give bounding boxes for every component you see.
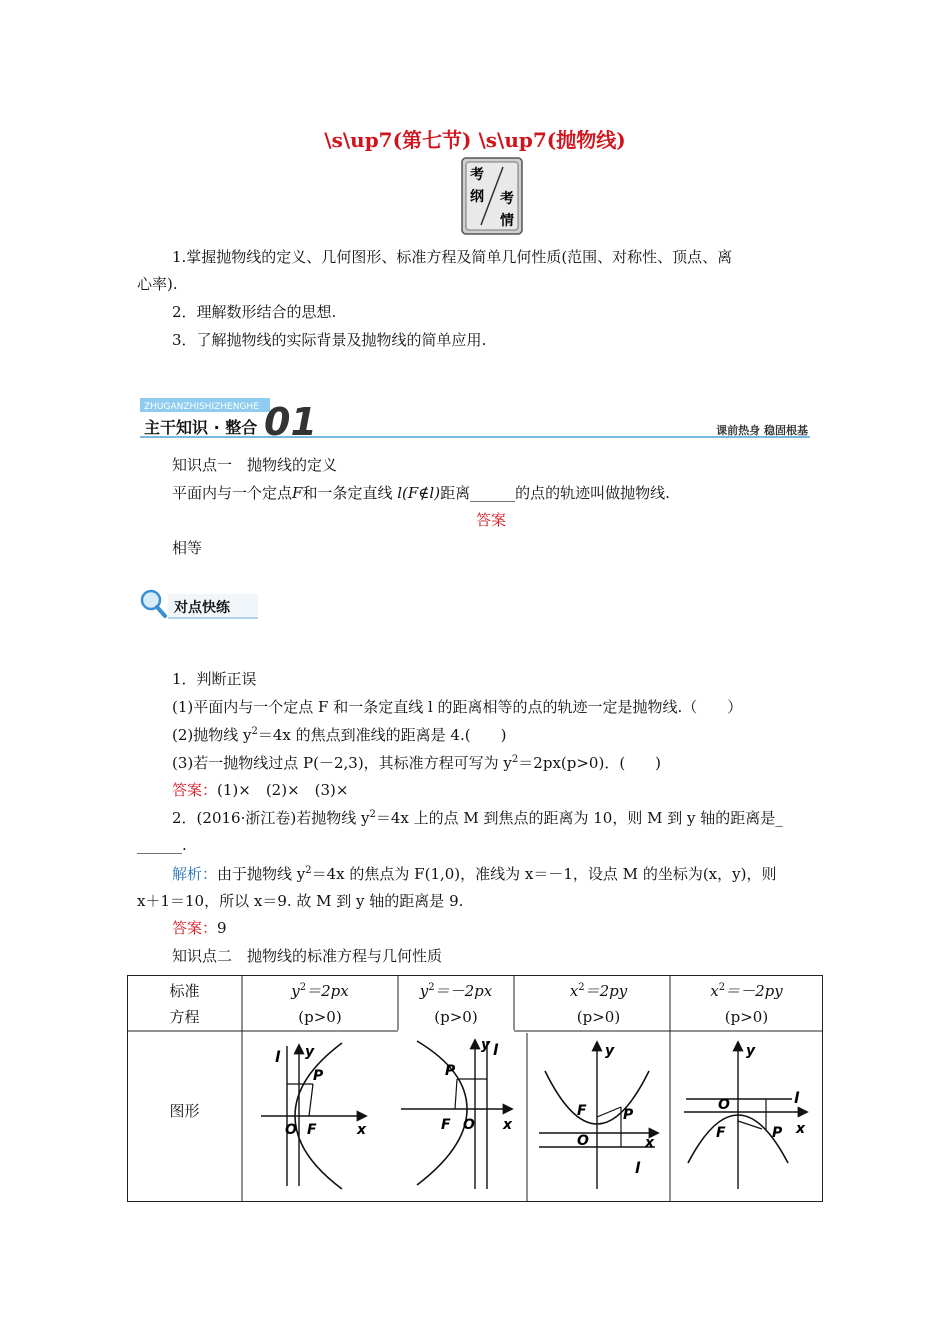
cond-col-1: (p>0) — [298, 1008, 342, 1026]
q1-answer-label: 答案： — [172, 781, 218, 799]
q2-statement — [172, 808, 783, 828]
kp1-text-a: 平面内与一个定点 — [172, 484, 293, 502]
q2-analysis — [172, 864, 776, 884]
q2-analysis-b: ＝4x 的焦点为 F(1,0)，准线为 x＝－1，设点 M 的坐标为(x，y)，则 — [311, 865, 777, 883]
q2-analysis-a: 由于抛物线 y — [217, 865, 306, 883]
fig4-label-f: F — [716, 1125, 726, 1141]
fig2-label-l: l — [493, 1041, 499, 1059]
badge-char-3: 考 — [500, 191, 514, 207]
kp1-text-b: 和一条定直线 — [302, 484, 393, 502]
figure-parabola-right — [257, 1038, 377, 1190]
eq-2-a: y — [419, 982, 429, 1000]
q1-s2-a: (2)抛物线 y — [172, 726, 252, 744]
sup-2: 2 — [305, 865, 312, 876]
cond-col-2: (p>0) — [434, 1008, 478, 1026]
eq-3-a: x — [569, 982, 579, 1000]
fig3-label-p: P — [623, 1107, 634, 1123]
fig3-label-l: l — [635, 1159, 641, 1177]
q2-analysis-label: 解析： — [172, 865, 218, 883]
properties-table — [127, 975, 823, 1202]
kp1-text-c: 距离______的点的轨迹叫做抛物线. — [440, 484, 670, 502]
fig2-label-p: P — [445, 1063, 456, 1079]
q1-answer-value: (1)× (2)× (3)× — [217, 781, 349, 799]
section-banner — [140, 396, 810, 440]
kp1-var-f: F — [292, 484, 303, 502]
fig3-label-x: x — [645, 1135, 655, 1151]
sup-2: 2 — [369, 809, 376, 820]
q2-answer — [172, 918, 227, 938]
practice-header — [138, 588, 260, 622]
syllabus-badge — [461, 157, 523, 235]
q1-statement-3 — [172, 753, 661, 773]
fig1-label-x: x — [357, 1122, 367, 1138]
sup-2: 2 — [251, 726, 258, 737]
eq-3-b: ＝2py — [584, 982, 628, 1000]
fig2-label-y: y — [481, 1037, 491, 1053]
eq-col-2 — [398, 977, 514, 1005]
q1-s3-b: ＝2px(p>0)．( ) — [518, 754, 662, 772]
eq-1-b: ＝2px — [306, 982, 349, 1000]
fig1-label-o: O — [285, 1122, 297, 1138]
q1-s3-a: (3)若一抛物线过点 P(－2,3)，其标准方程可写为 y — [172, 754, 512, 772]
q2-b: ＝4x 上的点 M 到焦点的距离为 10，则 M 到 y 轴的距离是_ — [375, 809, 783, 827]
sup-2: 2 — [299, 982, 307, 993]
fig3-label-o: O — [577, 1133, 589, 1149]
q1-statement-1: (1)平面内与一个定点 F 和一条定直线 l 的距离相等的点的轨迹一定是抛物线.（ ） — [172, 698, 743, 716]
banner-pinyin: ZHUGANZHISHIZHENGHE — [144, 402, 259, 412]
q2-analysis-cont: x＋1＝10，所以 x＝9. 故 M 到 y 轴的距离是 9. — [137, 892, 464, 910]
eq-col-4 — [670, 977, 823, 1005]
q2-a: 2．(2016·浙江卷)若抛物线 y — [172, 809, 370, 827]
sup-2: 2 — [718, 982, 726, 993]
cond-col-3: (p>0) — [576, 1008, 621, 1026]
badge-char-4: 情 — [500, 213, 514, 229]
figure-parabola-up — [537, 1037, 665, 1193]
eq-2-b: ＝－2px — [434, 982, 493, 1000]
fig1-label-l: l — [275, 1048, 281, 1066]
objective-3: 3．了解抛物线的实际背景及抛物线的简单应用. — [172, 331, 487, 349]
banner-label: 主干知识 · 整合 — [144, 418, 258, 437]
fig1-label-f: F — [307, 1122, 317, 1138]
badge-char-2: 纲 — [470, 189, 484, 205]
banner-number: 01 — [264, 400, 317, 440]
q1-s2-b: ＝4x 的焦点到准线的距离是 4.( ) — [257, 726, 507, 744]
page-title: \s\up7(第七节) \s\up7(抛物线) — [324, 128, 626, 152]
fig3-label-y: y — [605, 1043, 615, 1059]
fig2-label-o: O — [463, 1117, 475, 1133]
eq-4-a: x — [710, 982, 719, 1000]
q2-answer-value: 9 — [217, 919, 227, 937]
table-header-2: 方程 — [169, 1008, 200, 1026]
kp1-answer-label: 答案 — [476, 511, 507, 529]
table-header-1: 标准 — [169, 982, 200, 1000]
fig1-label-p: P — [313, 1068, 324, 1084]
fig1-label-y: y — [305, 1044, 315, 1060]
sup-2: 2 — [511, 754, 519, 765]
kp1-answer: 相等 — [172, 539, 203, 557]
cond-col-4: (p>0) — [724, 1008, 769, 1026]
fig2-label-f: F — [441, 1117, 451, 1133]
eq-1-a: y — [291, 982, 300, 1000]
figure-parabola-down — [682, 1037, 814, 1193]
objective-2: 2．理解数形结合的思想. — [172, 303, 337, 321]
banner-right-text: 课前热身 稳固根基 — [716, 424, 808, 437]
fig4-label-p: P — [772, 1125, 783, 1141]
fig4-label-o: O — [718, 1097, 730, 1113]
practice-label: 对点快练 — [174, 600, 230, 616]
kp1-heading: 知识点一 抛物线的定义 — [172, 456, 338, 474]
objective-1: 1.掌握抛物线的定义、几何图形、标准方程及简单几何性质(范围、对称性、顶点、离 — [172, 248, 733, 266]
q1-statement-2 — [172, 725, 506, 745]
badge-char-1: 考 — [470, 167, 484, 183]
fig3-label-f: F — [577, 1103, 587, 1119]
fig4-label-y: y — [746, 1043, 756, 1059]
eq-col-3 — [527, 977, 670, 1005]
figure-label: 图形 — [169, 1102, 200, 1120]
kp1-var-l: l — [397, 484, 403, 502]
q1-answer — [172, 780, 348, 800]
figure-parabola-left — [399, 1035, 525, 1193]
sup-2: 2 — [578, 982, 585, 993]
eq-4-b: ＝－2py — [725, 982, 783, 1000]
objective-1-cont: 心率). — [137, 275, 178, 293]
kp1-definition — [172, 483, 670, 503]
kp1-condition: (F∉l) — [402, 484, 441, 502]
eq-col-1 — [242, 977, 398, 1005]
fig2-label-x: x — [503, 1117, 513, 1133]
kp2-heading: 知识点二 抛物线的标准方程与几何性质 — [172, 947, 443, 965]
fig4-label-x: x — [796, 1121, 806, 1137]
fig4-label-l: l — [794, 1089, 800, 1107]
q2-blank: ______. — [137, 836, 187, 854]
q2-answer-label: 答案： — [172, 919, 218, 937]
sup-2: 2 — [428, 982, 435, 993]
q1-head: 1．判断正误 — [172, 670, 257, 688]
